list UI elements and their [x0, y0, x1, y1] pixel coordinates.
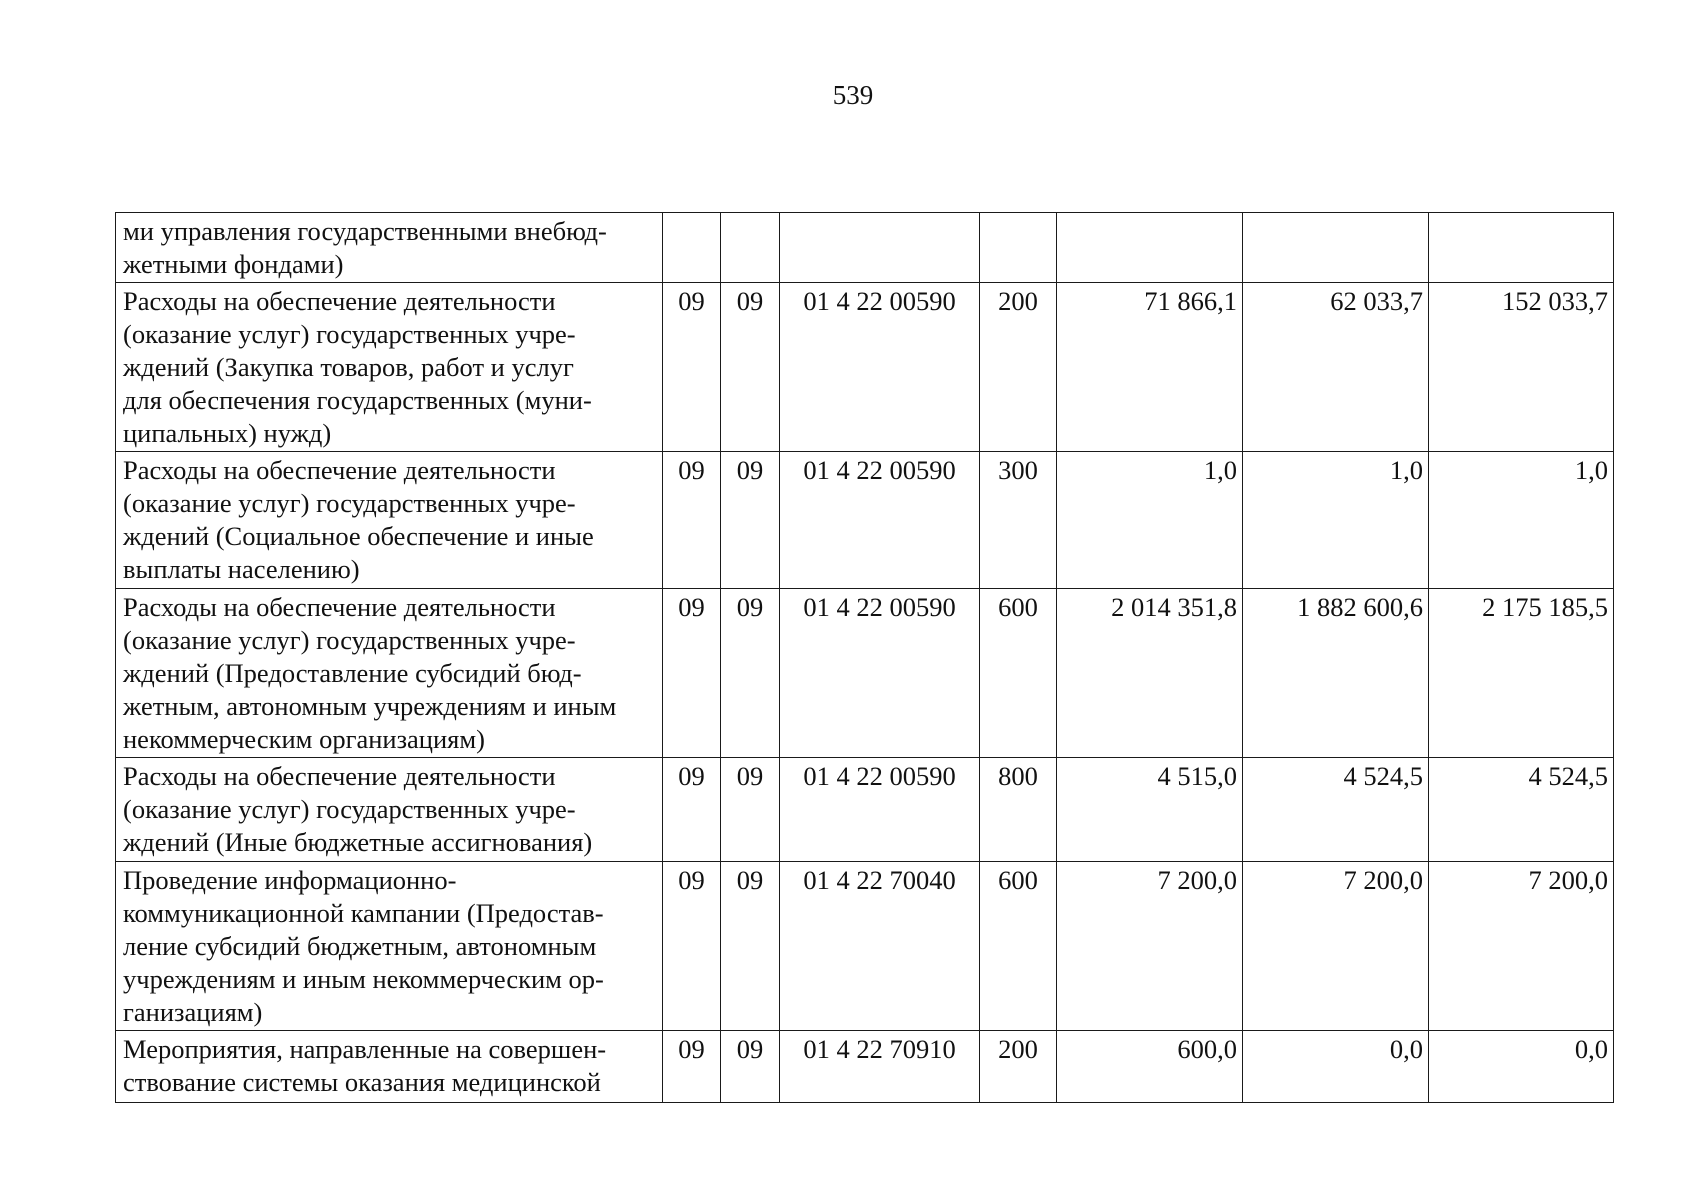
- amount-year-1: 4 515,0: [1057, 758, 1243, 862]
- page-number: 539: [832, 80, 874, 110]
- table-row: [116, 452, 1614, 589]
- amount-year-2: [1243, 213, 1429, 283]
- row-description: Расходы на обеспечение деятельности (оказание услуг) государственных учре- ждений (Социальное обеспечение и иные выплаты населению): [116, 452, 663, 589]
- expense-type-code: 600: [980, 862, 1057, 1031]
- table-row: [116, 862, 1614, 1031]
- amount-year-2: 4 524,5: [1243, 758, 1429, 862]
- section-code: 09: [663, 1031, 721, 1103]
- table-row: [116, 213, 1614, 283]
- amount-year-2: 7 200,0: [1243, 862, 1429, 1031]
- amount-year-2: 62 033,7: [1243, 283, 1429, 452]
- section-code: 09: [663, 283, 721, 452]
- table-row: [116, 589, 1614, 758]
- amount-year-3: 1,0: [1429, 452, 1614, 589]
- expense-type-code: 800: [980, 758, 1057, 862]
- target-article-code: 01 4 22 00590: [780, 758, 980, 862]
- expense-type-code: 200: [980, 1031, 1057, 1103]
- row-description: Расходы на обеспечение деятельности (оказание услуг) государственных учре- ждений (Закупка товаров, работ и услуг для обеспечения государственных (муни- ципальных) нужд): [116, 283, 663, 452]
- row-description: Мероприятия, направленные на совершен- ствование системы оказания медицинской: [116, 1031, 663, 1103]
- subsection-code: 09: [721, 283, 780, 452]
- subsection-code: 09: [721, 452, 780, 589]
- row-description: Проведение информационно- коммуникационной кампании (Предостав- ление субсидий бюджетным, автономным учреждениям и иным некоммерческим ор- ганизациям): [116, 862, 663, 1031]
- row-description: Расходы на обеспечение деятельности (оказание услуг) государственных учре- ждений (Предоставление субсидий бюд- жетным, автономным учреждениям и иным некоммерческим организациям): [116, 589, 663, 758]
- target-article-code: 01 4 22 00590: [780, 589, 980, 758]
- amount-year-3: [1429, 213, 1614, 283]
- section-code: 09: [663, 862, 721, 1031]
- table-row: [116, 283, 1614, 452]
- expense-type-code: [980, 213, 1057, 283]
- section-code: [663, 213, 721, 283]
- subsection-code: 09: [721, 589, 780, 758]
- expense-type-code: 200: [980, 283, 1057, 452]
- target-article-code: 01 4 22 00590: [780, 452, 980, 589]
- section-code: 09: [663, 758, 721, 862]
- subsection-code: 09: [721, 862, 780, 1031]
- subsection-code: 09: [721, 758, 780, 862]
- amount-year-1: [1057, 213, 1243, 283]
- amount-year-1: 600,0: [1057, 1031, 1243, 1103]
- row-description: ми управления государственными внебюд- жетными фондами): [116, 213, 663, 283]
- amount-year-2: 0,0: [1243, 1031, 1429, 1103]
- target-article-code: 01 4 22 70040: [780, 862, 980, 1031]
- expense-type-code: 300: [980, 452, 1057, 589]
- amount-year-2: 1 882 600,6: [1243, 589, 1429, 758]
- table-row: [116, 758, 1614, 862]
- amount-year-3: 7 200,0: [1429, 862, 1614, 1031]
- amount-year-3: 152 033,7: [1429, 283, 1614, 452]
- expense-type-code: 600: [980, 589, 1057, 758]
- amount-year-2: 1,0: [1243, 452, 1429, 589]
- table-row: [116, 1031, 1614, 1103]
- budget-table: [115, 212, 1614, 1103]
- amount-year-1: 1,0: [1057, 452, 1243, 589]
- target-article-code: 01 4 22 00590: [780, 283, 980, 452]
- amount-year-3: 2 175 185,5: [1429, 589, 1614, 758]
- section-code: 09: [663, 452, 721, 589]
- amount-year-1: 71 866,1: [1057, 283, 1243, 452]
- target-article-code: [780, 213, 980, 283]
- subsection-code: [721, 213, 780, 283]
- row-description: Расходы на обеспечение деятельности (оказание услуг) государственных учре- ждений (Иные бюджетные ассигнования): [116, 758, 663, 862]
- amount-year-1: 2 014 351,8: [1057, 589, 1243, 758]
- amount-year-3: 4 524,5: [1429, 758, 1614, 862]
- subsection-code: 09: [721, 1031, 780, 1103]
- amount-year-3: 0,0: [1429, 1031, 1614, 1103]
- amount-year-1: 7 200,0: [1057, 862, 1243, 1031]
- section-code: 09: [663, 589, 721, 758]
- target-article-code: 01 4 22 70910: [780, 1031, 980, 1103]
